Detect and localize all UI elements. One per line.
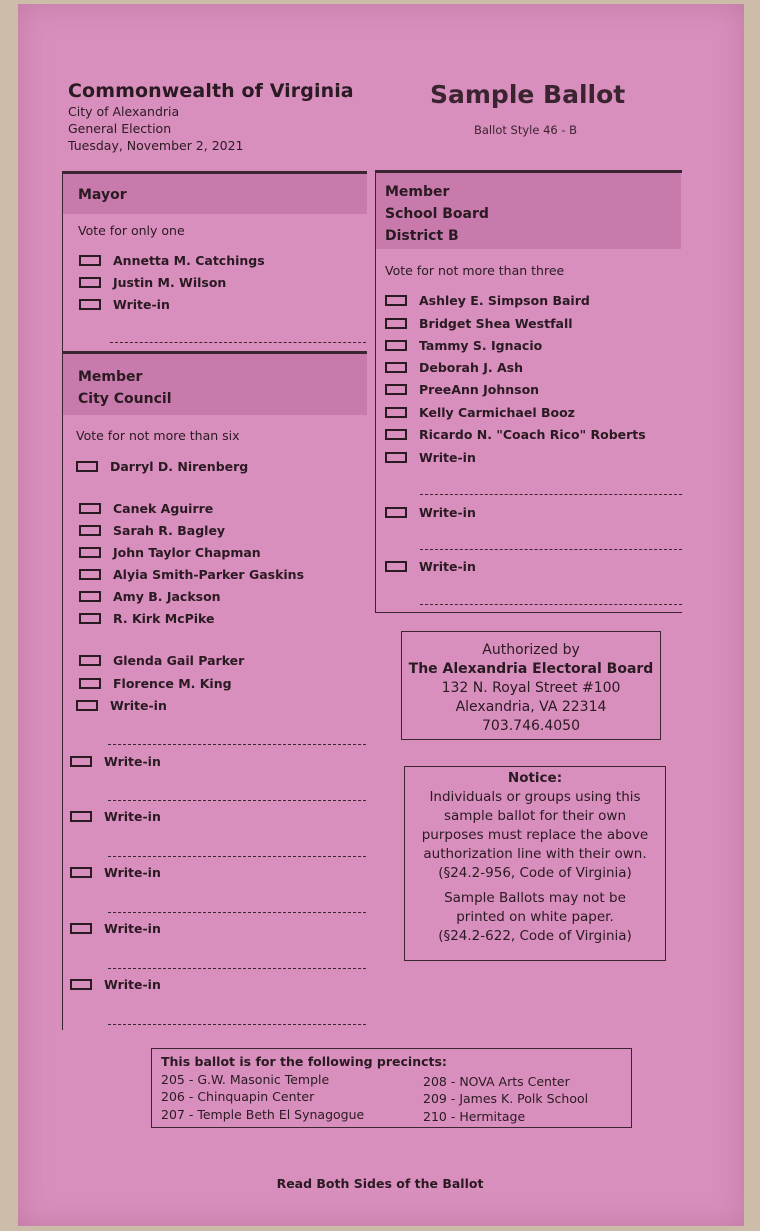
- council-option[interactable]: [79, 521, 225, 539]
- council-option[interactable]: [79, 565, 304, 583]
- vote-checkbox[interactable]: [76, 700, 98, 711]
- notice-text: Sample Ballots may not be: [444, 890, 626, 906]
- notice-text: Individuals or groups using this: [429, 789, 641, 805]
- council-option[interactable]: [79, 609, 215, 627]
- school-option[interactable]: [385, 358, 523, 376]
- write-in-line[interactable]: [420, 549, 682, 550]
- candidate-name: Alyia Smith-Parker Gaskins: [113, 566, 305, 582]
- vote-checkbox[interactable]: [79, 503, 101, 514]
- header-city: City of Alexandria: [68, 104, 180, 119]
- school-option[interactable]: [385, 425, 646, 443]
- council-write-in-option[interactable]: [70, 752, 161, 770]
- vote-checkbox[interactable]: [79, 678, 101, 689]
- candidate-name: Ricardo N. "Coach Rico" Roberts: [419, 426, 646, 442]
- write-in-line[interactable]: [420, 494, 682, 495]
- precinct-item: 209 - James K. Polk School: [423, 1091, 589, 1106]
- auth-line3: 132 N. Royal Street #100: [441, 680, 621, 696]
- candidate-name: Kelly Carmichael Booz: [419, 404, 575, 420]
- vote-checkbox[interactable]: [385, 507, 407, 518]
- mayor-option[interactable]: [79, 251, 265, 269]
- notice-text: (§24.2-622, Code of Virginia): [438, 928, 632, 944]
- council-option[interactable]: [79, 651, 244, 669]
- notice-text: authorization line with their own.: [423, 846, 647, 862]
- write-in-line[interactable]: [108, 856, 366, 857]
- precinct-item: 208 - NOVA Arts Center: [423, 1074, 570, 1089]
- candidate-name: Write-in: [104, 753, 161, 769]
- vote-checkbox[interactable]: [79, 569, 101, 580]
- council-title: [78, 366, 172, 410]
- candidate-name: Write-in: [104, 808, 161, 824]
- candidate-name: Justin M. Wilson: [113, 274, 227, 290]
- candidate-name: R. Kirk McPike: [113, 610, 215, 626]
- footer-note: Read Both Sides of the Ballot: [276, 1176, 484, 1191]
- mayor-option[interactable]: [79, 295, 170, 313]
- candidate-name: Ashley E. Simpson Baird: [419, 292, 590, 308]
- notice-text: sample ballot for their own: [443, 808, 627, 824]
- vote-checkbox[interactable]: [79, 277, 101, 288]
- council-option[interactable]: [76, 696, 167, 714]
- candidate-name: Darryl D. Nirenberg: [110, 458, 249, 474]
- vote-checkbox[interactable]: [79, 547, 101, 558]
- mayor-top-rule: [62, 171, 367, 174]
- vote-checkbox[interactable]: [70, 811, 92, 822]
- council-instruction: Vote for not more than six: [76, 428, 240, 443]
- precinct-item: 205 - G.W. Masonic Temple: [161, 1072, 330, 1087]
- school-option[interactable]: [385, 291, 590, 309]
- school-option[interactable]: [385, 314, 573, 332]
- school-instruction: Vote for not more than three: [385, 263, 565, 278]
- candidate-name: Write-in: [104, 920, 161, 936]
- precincts-box: [151, 1048, 632, 1128]
- header-election: General Election: [68, 121, 172, 136]
- school-option[interactable]: [385, 448, 476, 466]
- write-in-line[interactable]: [108, 744, 366, 745]
- vote-checkbox[interactable]: [385, 452, 407, 463]
- candidate-name: Write-in: [419, 504, 476, 520]
- auth-line1: Authorized by: [482, 642, 580, 658]
- write-in-line[interactable]: [108, 1024, 366, 1025]
- auth-line2: The Alexandria Electoral Board: [408, 661, 654, 677]
- vote-checkbox[interactable]: [385, 407, 407, 418]
- vote-checkbox[interactable]: [385, 340, 407, 351]
- write-in-line[interactable]: [108, 800, 366, 801]
- notice-text: (§24.2-956, Code of Virginia): [438, 865, 632, 881]
- candidate-name: Sarah R. Bagley: [113, 522, 226, 538]
- write-in-line[interactable]: [110, 342, 366, 343]
- council-write-in-option[interactable]: [70, 975, 161, 993]
- mayor-option[interactable]: [79, 273, 226, 291]
- vote-checkbox[interactable]: [79, 525, 101, 536]
- candidate-name: Deborah J. Ash: [419, 359, 524, 375]
- candidate-name: Glenda Gail Parker: [113, 652, 245, 668]
- vote-checkbox[interactable]: [385, 384, 407, 395]
- mayor-title: Mayor: [78, 187, 127, 203]
- candidate-name: Write-in: [113, 296, 170, 312]
- precincts-title: This ballot is for the following precincts:: [161, 1054, 447, 1069]
- candidate-name: Write-in: [419, 449, 476, 465]
- vote-checkbox[interactable]: [385, 362, 407, 373]
- council-option[interactable]: [79, 499, 213, 517]
- candidate-name: Canek Aguirre: [113, 500, 214, 516]
- council-title-line1: Member: [78, 369, 143, 385]
- school-title: [385, 181, 489, 247]
- school-write-in-option[interactable]: [385, 557, 476, 575]
- vote-checkbox[interactable]: [70, 923, 92, 934]
- council-title-line2: City Council: [78, 391, 172, 407]
- ballot-style: Ballot Style 46 - B: [474, 123, 578, 137]
- candidate-name: Annetta M. Catchings: [113, 252, 265, 268]
- vote-checkbox[interactable]: [70, 979, 92, 990]
- school-title-line2: School Board: [385, 206, 489, 222]
- vote-checkbox[interactable]: [385, 295, 407, 306]
- header-title: Commonwealth of Virginia: [68, 80, 354, 102]
- write-in-line[interactable]: [420, 604, 682, 605]
- vote-checkbox[interactable]: [70, 756, 92, 767]
- vote-checkbox[interactable]: [385, 429, 407, 440]
- council-option[interactable]: [79, 674, 232, 692]
- candidate-name: Write-in: [104, 864, 161, 880]
- candidate-name: Tammy S. Ignacio: [419, 337, 543, 353]
- vote-checkbox[interactable]: [385, 561, 407, 572]
- notice-box: [404, 766, 666, 961]
- council-write-in-option[interactable]: [70, 807, 161, 825]
- authorization-box: [401, 631, 661, 740]
- candidate-name: Write-in: [104, 976, 161, 992]
- candidate-name: Amy B. Jackson: [113, 588, 221, 604]
- council-option[interactable]: [76, 457, 248, 475]
- vote-checkbox[interactable]: [70, 867, 92, 878]
- candidate-name: Florence M. King: [113, 675, 232, 691]
- council-option[interactable]: [79, 587, 221, 605]
- header-date: Tuesday, November 2, 2021: [68, 138, 244, 153]
- school-option[interactable]: [385, 380, 539, 398]
- candidate-name: Write-in: [419, 558, 476, 574]
- sample-ballot-title: Sample Ballot: [430, 80, 626, 109]
- vote-checkbox[interactable]: [79, 255, 101, 266]
- school-option[interactable]: [385, 336, 542, 354]
- vote-checkbox[interactable]: [76, 461, 98, 472]
- vote-checkbox[interactable]: [79, 655, 101, 666]
- mayor-instruction: Vote for only one: [78, 223, 185, 238]
- auth-line5: 703.746.4050: [482, 718, 580, 734]
- school-title-line1: Member: [385, 184, 450, 200]
- notice-text: purposes must replace the above: [421, 827, 649, 843]
- candidate-name: Bridget Shea Westfall: [419, 315, 573, 331]
- school-option[interactable]: [385, 403, 575, 421]
- vote-checkbox[interactable]: [79, 591, 101, 602]
- council-write-in-option[interactable]: [70, 919, 161, 937]
- school-title-line3: District B: [385, 228, 459, 244]
- precinct-item: 210 - Hermitage: [423, 1109, 526, 1124]
- auth-line4: Alexandria, VA 22314: [455, 699, 607, 715]
- notice-text: printed on white paper.: [456, 909, 614, 925]
- vote-checkbox[interactable]: [79, 613, 101, 624]
- council-write-in-option[interactable]: [70, 863, 161, 881]
- precinct-item: 206 - Chinquapin Center: [161, 1089, 315, 1104]
- council-top-rule: [62, 351, 367, 354]
- candidate-name: PreeAnn Johnson: [419, 381, 540, 397]
- write-in-line[interactable]: [108, 968, 366, 969]
- school-top-rule: [375, 170, 682, 173]
- precinct-item: 207 - Temple Beth El Synagogue: [161, 1107, 365, 1122]
- council-option[interactable]: [79, 543, 261, 561]
- write-in-line[interactable]: [108, 912, 366, 913]
- candidate-name: John Taylor Chapman: [113, 544, 261, 560]
- candidate-name: Write-in: [110, 697, 167, 713]
- notice-title: Notice:: [507, 770, 563, 786]
- vote-checkbox[interactable]: [79, 299, 101, 310]
- school-write-in-option[interactable]: [385, 503, 476, 521]
- vote-checkbox[interactable]: [385, 318, 407, 329]
